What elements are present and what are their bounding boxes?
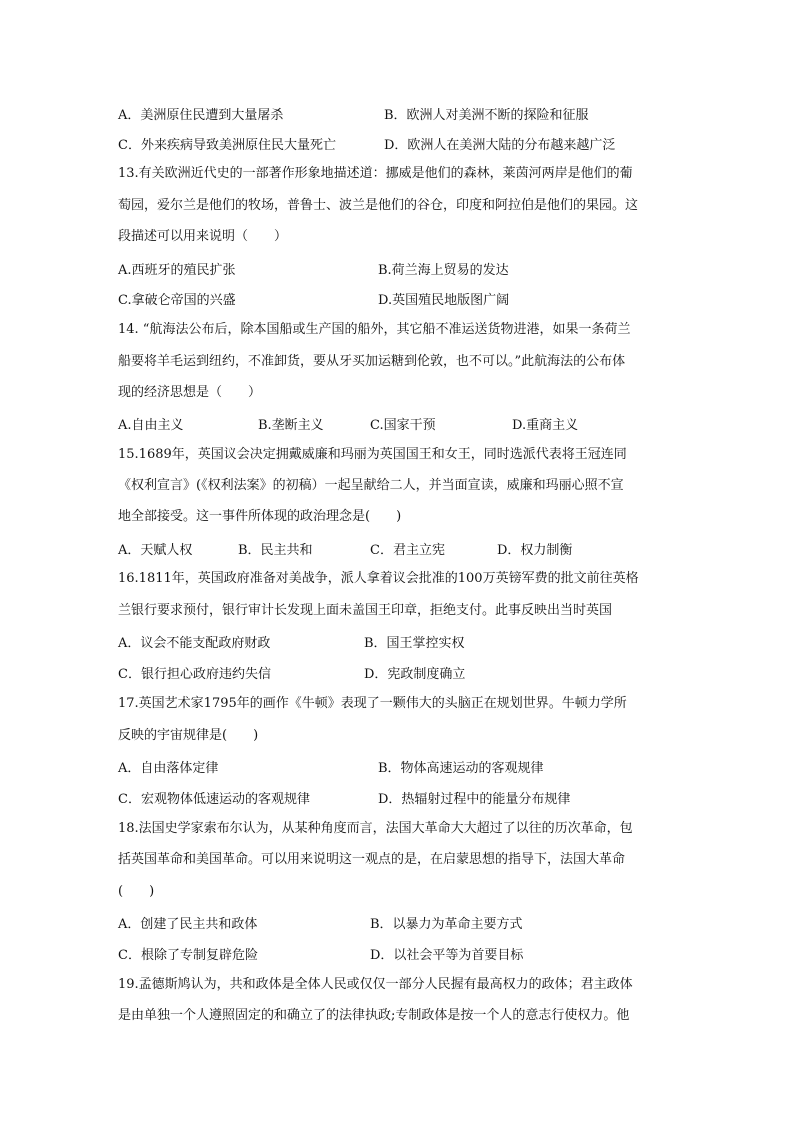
q13-option-c: C.拿破仑帝国的兴盛 — [118, 293, 236, 308]
q17-option-c: C．宏观物体低速运动的客观规律 — [118, 792, 310, 807]
q19-stem-line-2: 是由单独一个人遵照固定的和确立了的法律执政;专制政体是按一个人的意志行使权力。他 — [118, 1008, 630, 1023]
q17-stem-line-1: 17.英国艺术家1795年的画作《牛顿》表现了一颗伟大的头脑正在规划世界。牛顿力学所 — [118, 696, 627, 711]
q12-option-d: D．欧洲人在美洲大陆的分布越来越广泛 — [384, 138, 616, 153]
q15-stem-line-3: 地全部接受。这一事件所体现的政治理念是( ) — [118, 509, 402, 524]
q17-option-d: D．热辐射过程中的能量分布规律 — [378, 792, 571, 807]
q14-stem-line-2: 船要将羊毛运到纽约，不准卸货，要从牙买加运糖到伦敦，也不可以。”此航海法的公布体 — [118, 354, 626, 369]
q13-stem-line-3: 段描述可以用来说明（ ） — [118, 229, 288, 244]
q17-option-a: A．自由落体定律 — [118, 761, 219, 776]
q13-stem-line-1: 13.有关欧洲近代史的一部著作形象地描述道：挪威是他们的森林，莱茵河两岸是他们的葡 — [118, 166, 633, 181]
q18-stem-line-3: ( ) — [118, 884, 155, 899]
q17-stem-line-2: 反映的宇宙规律是( ) — [118, 728, 259, 743]
q18-option-d: D．以社会平等为首要目标 — [370, 948, 524, 963]
q16-option-b: B．国王掌控实权 — [364, 636, 465, 651]
q13-option-d: D.英国殖民地版图广阔 — [378, 293, 510, 308]
q17-option-b: B．物体高速运动的客观规律 — [378, 761, 544, 776]
q16-option-c: C．银行担心政府违约失信 — [118, 667, 271, 682]
q16-option-a: A．议会不能支配政府财政 — [118, 636, 271, 651]
q18-stem-line-1: 18.法国史学家索布尔认为，从某种角度而言，法国大革命大大超过了以往的历次革命，包 — [118, 821, 633, 836]
q12-option-a: A．美洲原住民遭到大量屠杀 — [118, 108, 284, 123]
q18-option-a: A．创建了民主共和政体 — [118, 917, 258, 932]
q16-option-d: D．宪政制度确立 — [364, 667, 466, 682]
q15-stem-line-1: 15.1689年，英国议会决定拥戴威廉和玛丽为英国国王和女王，同时选派代表将王冠连同 — [118, 447, 627, 462]
q13-stem-line-2: 萄园，爱尔兰是他们的牧场，普鲁士、波兰是他们的谷仓，印度和阿拉伯是他们的果园。这 — [118, 198, 639, 213]
q12-option-b: B．欧洲人对美洲不断的探险和征服 — [384, 108, 589, 123]
q15-option-c: C．君主立宪 — [370, 543, 445, 558]
q15-stem-line-2: 《权利宣言》(《权利法案》的初稿）一起呈献给二人，并当面宣读，威廉和玛丽心照不宣 — [118, 478, 624, 493]
q14-option-a: A.自由主义 — [118, 418, 184, 433]
q14-option-b: B.垄断主义 — [258, 418, 324, 433]
q14-option-c: C.国家干预 — [370, 418, 436, 433]
q14-option-d: D.重商主义 — [512, 418, 579, 433]
q14-stem-line-3: 现的经济思想是（ ） — [118, 385, 262, 400]
q15-option-b: B．民主共和 — [238, 543, 313, 558]
q13-option-a: A.西班牙的殖民扩张 — [118, 263, 236, 278]
q15-option-d: D．权力制衡 — [497, 543, 573, 558]
q13-option-b: B.荷兰海上贸易的发达 — [378, 263, 509, 278]
q14-stem-line-1: 14. “航海法公布后，除本国船或生产国的船外，其它船不准运送货物进港，如果一条荷兰 — [118, 322, 631, 337]
q18-option-b: B．以暴力为革命主要方式 — [370, 917, 523, 932]
q18-stem-line-2: 括英国革命和美国革命。可以用来说明这一观点的是，在启蒙思想的指导下，法国大革命 — [118, 852, 626, 867]
q16-stem-line-1: 16.1811年，英国政府准备对美战争，派人拿着议会批准的100万英镑军费的批文前往英格 — [118, 571, 639, 586]
q18-option-c: C．根除了专制复辟危险 — [118, 948, 258, 963]
q15-option-a: A．天赋人权 — [118, 543, 193, 558]
q12-option-c: C．外来疾病导致美洲原住民大量死亡 — [118, 138, 336, 153]
q16-stem-line-2: 兰银行要求预付，银行审计长发现上面未盖国王印章，拒绝支付。此事反映出当时英国 — [118, 603, 613, 618]
q19-stem-line-1: 19.孟德斯鸠认为，共和政体是全体人民或仅仅一部分人民握有最高权力的政体；君主政体 — [118, 977, 633, 992]
